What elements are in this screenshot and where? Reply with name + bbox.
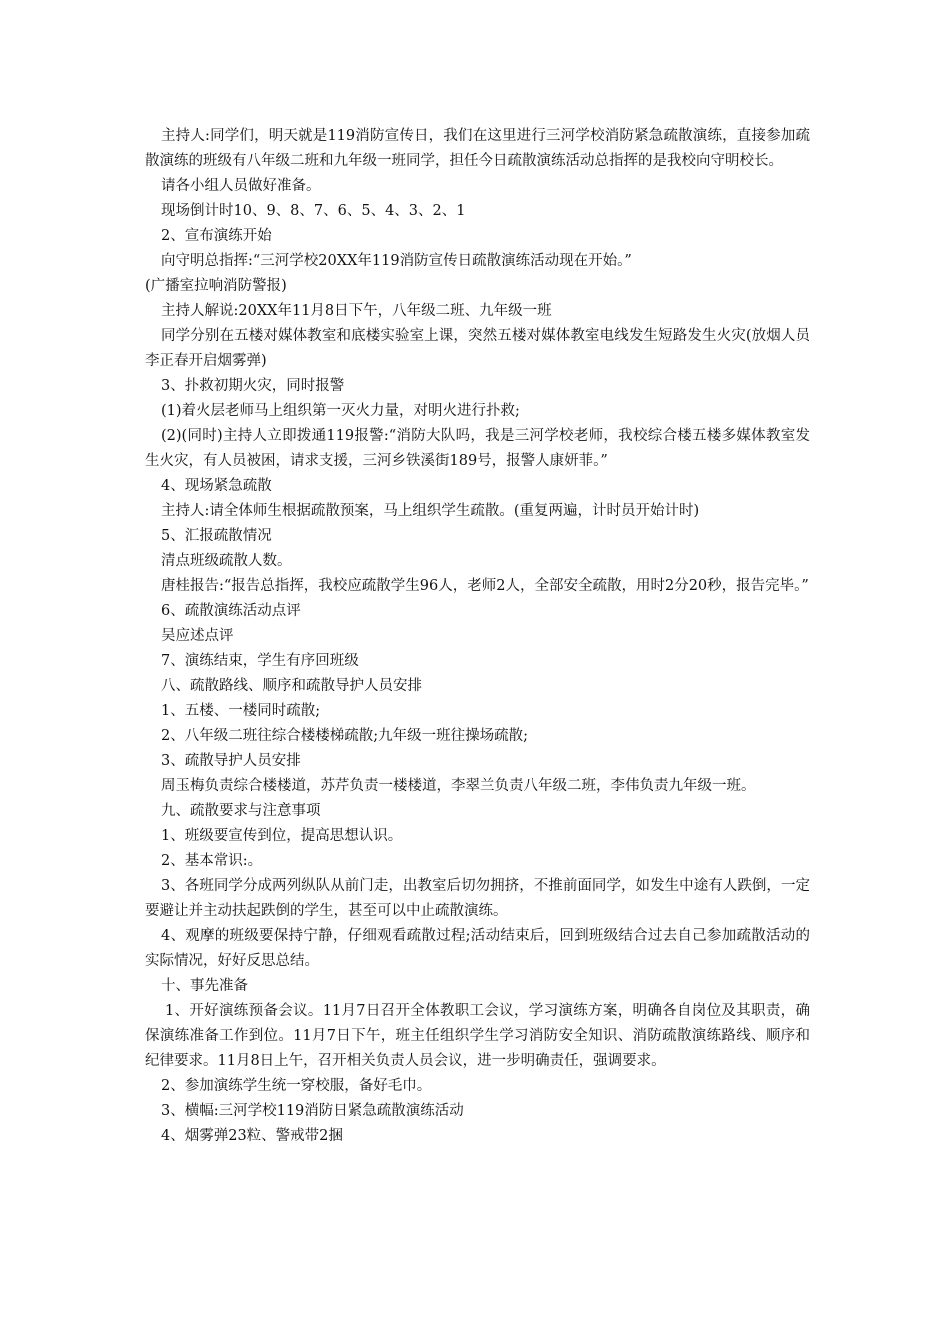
paragraph-prep-3: 3、横幅:三河学校119消防日紧急疏散演练活动 [161, 1103, 464, 1119]
paragraph-host-narration: 主持人解说:20XX年11月8日下午，八年级二班、九年级一班 [161, 303, 552, 319]
paragraph-requirement-2: 2、基本常识:。 [161, 853, 263, 869]
paragraph-host-intro: 主持人:同学们，明天就是119消防宣传日，我们在这里进行三河学校消防紧急疏散演练，直接参加疏散演练的班级有八年级二班和九年级一班同学，担任今日疏散演练活动总指挥的是我校向守明校长。 [145, 128, 810, 169]
heading-announce-start: 2、宣布演练开始 [161, 228, 272, 244]
paragraph-headcount: 清点班级疏散人数。 [161, 553, 292, 569]
heading-drill-end: 7、演练结束，学生有序回班级 [161, 653, 359, 669]
paragraph-reviewer: 吴应述点评 [161, 628, 234, 644]
paragraph-route-3: 3、疏散导护人员安排 [161, 753, 301, 769]
heading-emergency-evacuation: 4、现场紧急疏散 [161, 478, 272, 494]
paragraph-commander-start: 向守明总指挥:“三河学校20XX年119消防宣传日疏散演练活动现在开始。” [161, 253, 632, 269]
paragraph-prep-2: 2、参加演练学生统一穿校服，备好毛巾。 [161, 1078, 432, 1094]
paragraph-requirement-1: 1、班级要宣传到位，提高思想认识。 [161, 828, 403, 844]
document-body [145, 124, 810, 1149]
paragraph-alarm: (广播室拉响消防警报) [145, 278, 287, 294]
heading-review: 6、疏散演练活动点评 [161, 603, 301, 619]
paragraph-route-1: 1、五楼、一楼同时疏散; [161, 703, 321, 719]
paragraph-evacuation-order: 主持人:请全体师生根据疏散预案，马上组织学生疏散。(重复两遍，计时员开始计时) [161, 503, 700, 519]
paragraph-firefight-step2: (2)(同时)主持人立即拨通119报警:“消防大队吗，我是三河学校老师，我校综合楼五楼多媒体教室发生火灾，有人员被困，请求支援，三河乡铁溪街189号，报警人康妍菲。” [145, 428, 810, 469]
heading-initial-firefight: 3、扑救初期火灾，同时报警 [161, 378, 345, 394]
heading-report-evacuation: 5、汇报疏散情况 [161, 528, 272, 544]
paragraph-fire-scenario: 同学分别在五楼对媒体教室和底楼实验室上课，突然五楼对媒体教室电线发生短路发生火灾(放烟人员李正春开启烟雾弹) [145, 328, 810, 369]
paragraph-requirement-4: 4、观摩的班级要保持宁静，仔细观看疏散过程;活动结束后，回到班级结合过去自己参加疏散活动的实际情况，好好反思总结。 [145, 928, 810, 969]
paragraph-prep-1: 1、开好演练预备会议。11月7日召开全体教职工会议，学习演练方案，明确各自岗位及其职责，确保演练准备工作到位。11月7日下午，班主任组织学生学习消防安全知识、消防疏散演练路线、顺序和纪律要求。11月8日上午，召开相关负责人员会议，进一步明确责任，强调要求。 [145, 1003, 810, 1069]
heading-section-10: 十、事先准备 [161, 978, 248, 994]
paragraph-prep-4: 4、烟雾弹23粒、警戒带2捆 [161, 1128, 343, 1144]
paragraph-prepare: 请各小组人员做好准备。 [161, 178, 321, 194]
heading-section-8: 八、疏散路线、顺序和疏散导护人员安排 [161, 678, 422, 694]
paragraph-guides: 周玉梅负责综合楼楼道，苏芹负责一楼楼道，李翠兰负责八年级二班，李伟负责九年级一班。 [161, 778, 756, 794]
paragraph-countdown: 现场倒计时10、9、8、7、6、5、4、3、2、1 [161, 203, 466, 219]
paragraph-requirement-3: 3、各班同学分成两列纵队从前门走，出教室后切勿拥挤，不推前面同学，如发生中途有人跌倒，一定要避让并主动扶起跌倒的学生，甚至可以中止疏散演练。 [145, 878, 810, 919]
paragraph-route-2: 2、八年级二班往综合楼楼梯疏散;九年级一班往操场疏散; [161, 728, 528, 744]
heading-section-9: 九、疏散要求与注意事项 [161, 803, 321, 819]
paragraph-report: 唐桂报告:“报告总指挥，我校应疏散学生96人，老师2人，全部安全疏散，用时2分20秒，报告完毕。” [161, 578, 809, 594]
paragraph-firefight-step1: (1)着火层老师马上组织第一灭火力量，对明火进行扑救; [161, 403, 520, 419]
